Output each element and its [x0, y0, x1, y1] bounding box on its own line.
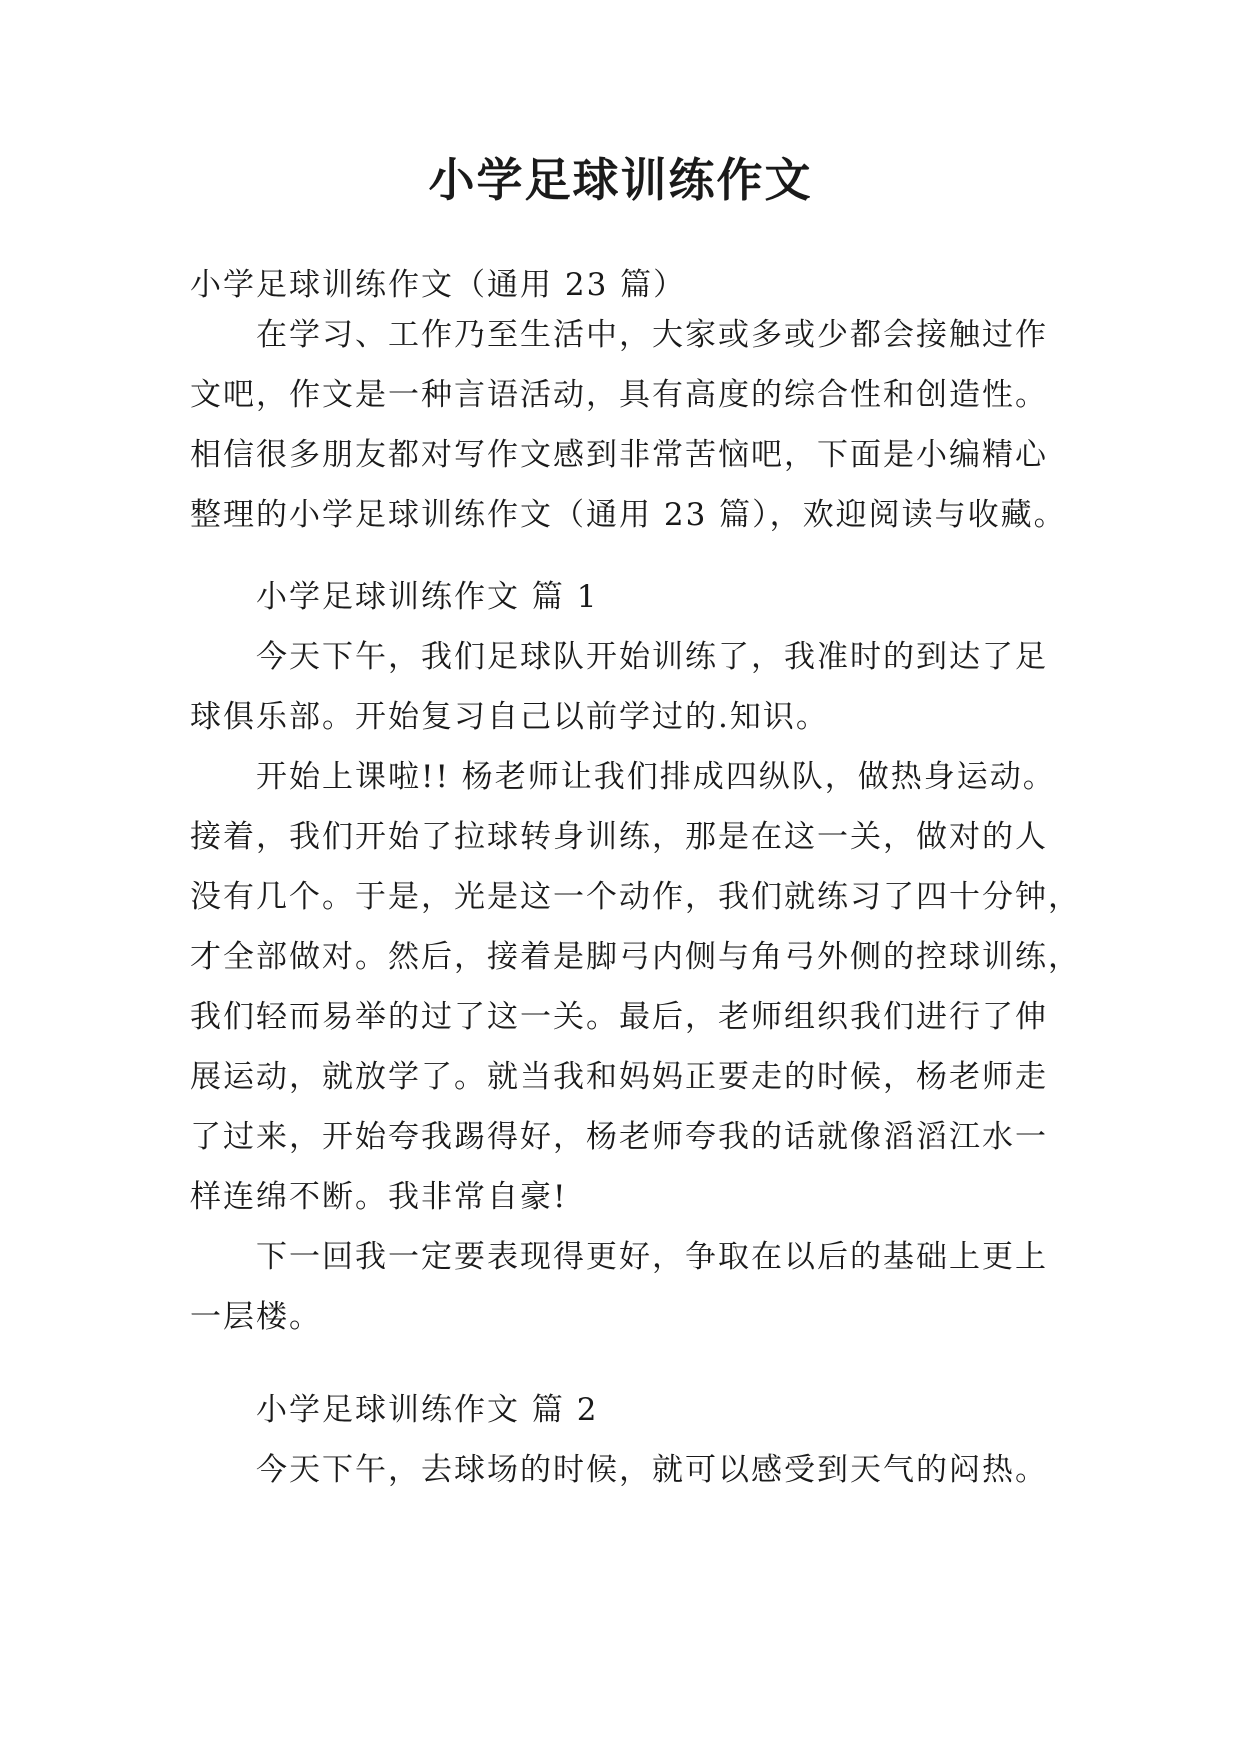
intro-line: 整理的小学足球训练作文（通用 23 篇），欢迎阅读与收藏。 [190, 497, 1067, 533]
section-line: 一层楼。 [190, 1299, 322, 1335]
section-line: 球俱乐部。开始复习自己以前学过的.知识。 [190, 699, 829, 735]
section-line: 今天下午，我们足球队开始训练了，我准时的到达了足 [256, 639, 1048, 675]
section-line: 没有几个。于是，光是这一个动作，我们就练习了四十分钟， [190, 879, 1081, 915]
section-heading: 小学足球训练作文 篇 1 [256, 579, 599, 615]
subtitle-line: 小学足球训练作文（通用 23 篇） [190, 267, 687, 303]
intro-line: 在学习、工作乃至生活中，大家或多或少都会接触过作 [256, 317, 1048, 353]
section-line: 下一回我一定要表现得更好，争取在以后的基础上更上 [256, 1239, 1048, 1275]
section-heading: 小学足球训练作文 篇 2 [256, 1392, 599, 1428]
section-line: 才全部做对。然后，接着是脚弓内侧与角弓外侧的控球训练， [190, 939, 1081, 975]
intro-paragraph [190, 305, 1067, 545]
section-line: 展运动，就放学了。就当我和妈妈正要走的时候，杨老师走 [190, 1059, 1048, 1095]
section-line: 我们轻而易举的过了这一关。最后，老师组织我们进行了伸 [190, 999, 1048, 1035]
section-2 [190, 1380, 1060, 1500]
section-1 [190, 567, 1081, 1347]
page-title: 小学足球训练作文 [428, 153, 813, 207]
section-line: 今天下午，去球场的时候，就可以感受到天气的闷热。 [256, 1452, 1048, 1488]
section-line: 开始上课啦!! 杨老师让我们排成四纵队，做热身运动。 [256, 759, 1056, 795]
section-line: 了过来，开始夸我踢得好，杨老师夸我的话就像滔滔江水一 [190, 1119, 1048, 1155]
intro-line: 文吧，作文是一种言语活动，具有高度的综合性和创造性。 [190, 377, 1048, 413]
section-line: 接着，我们开始了拉球转身训练，那是在这一关，做对的人 [190, 819, 1048, 855]
intro-line: 相信很多朋友都对写作文感到非常苦恼吧，下面是小编精心 [190, 437, 1048, 473]
section-line: 样连绵不断。我非常自豪! [190, 1179, 568, 1215]
